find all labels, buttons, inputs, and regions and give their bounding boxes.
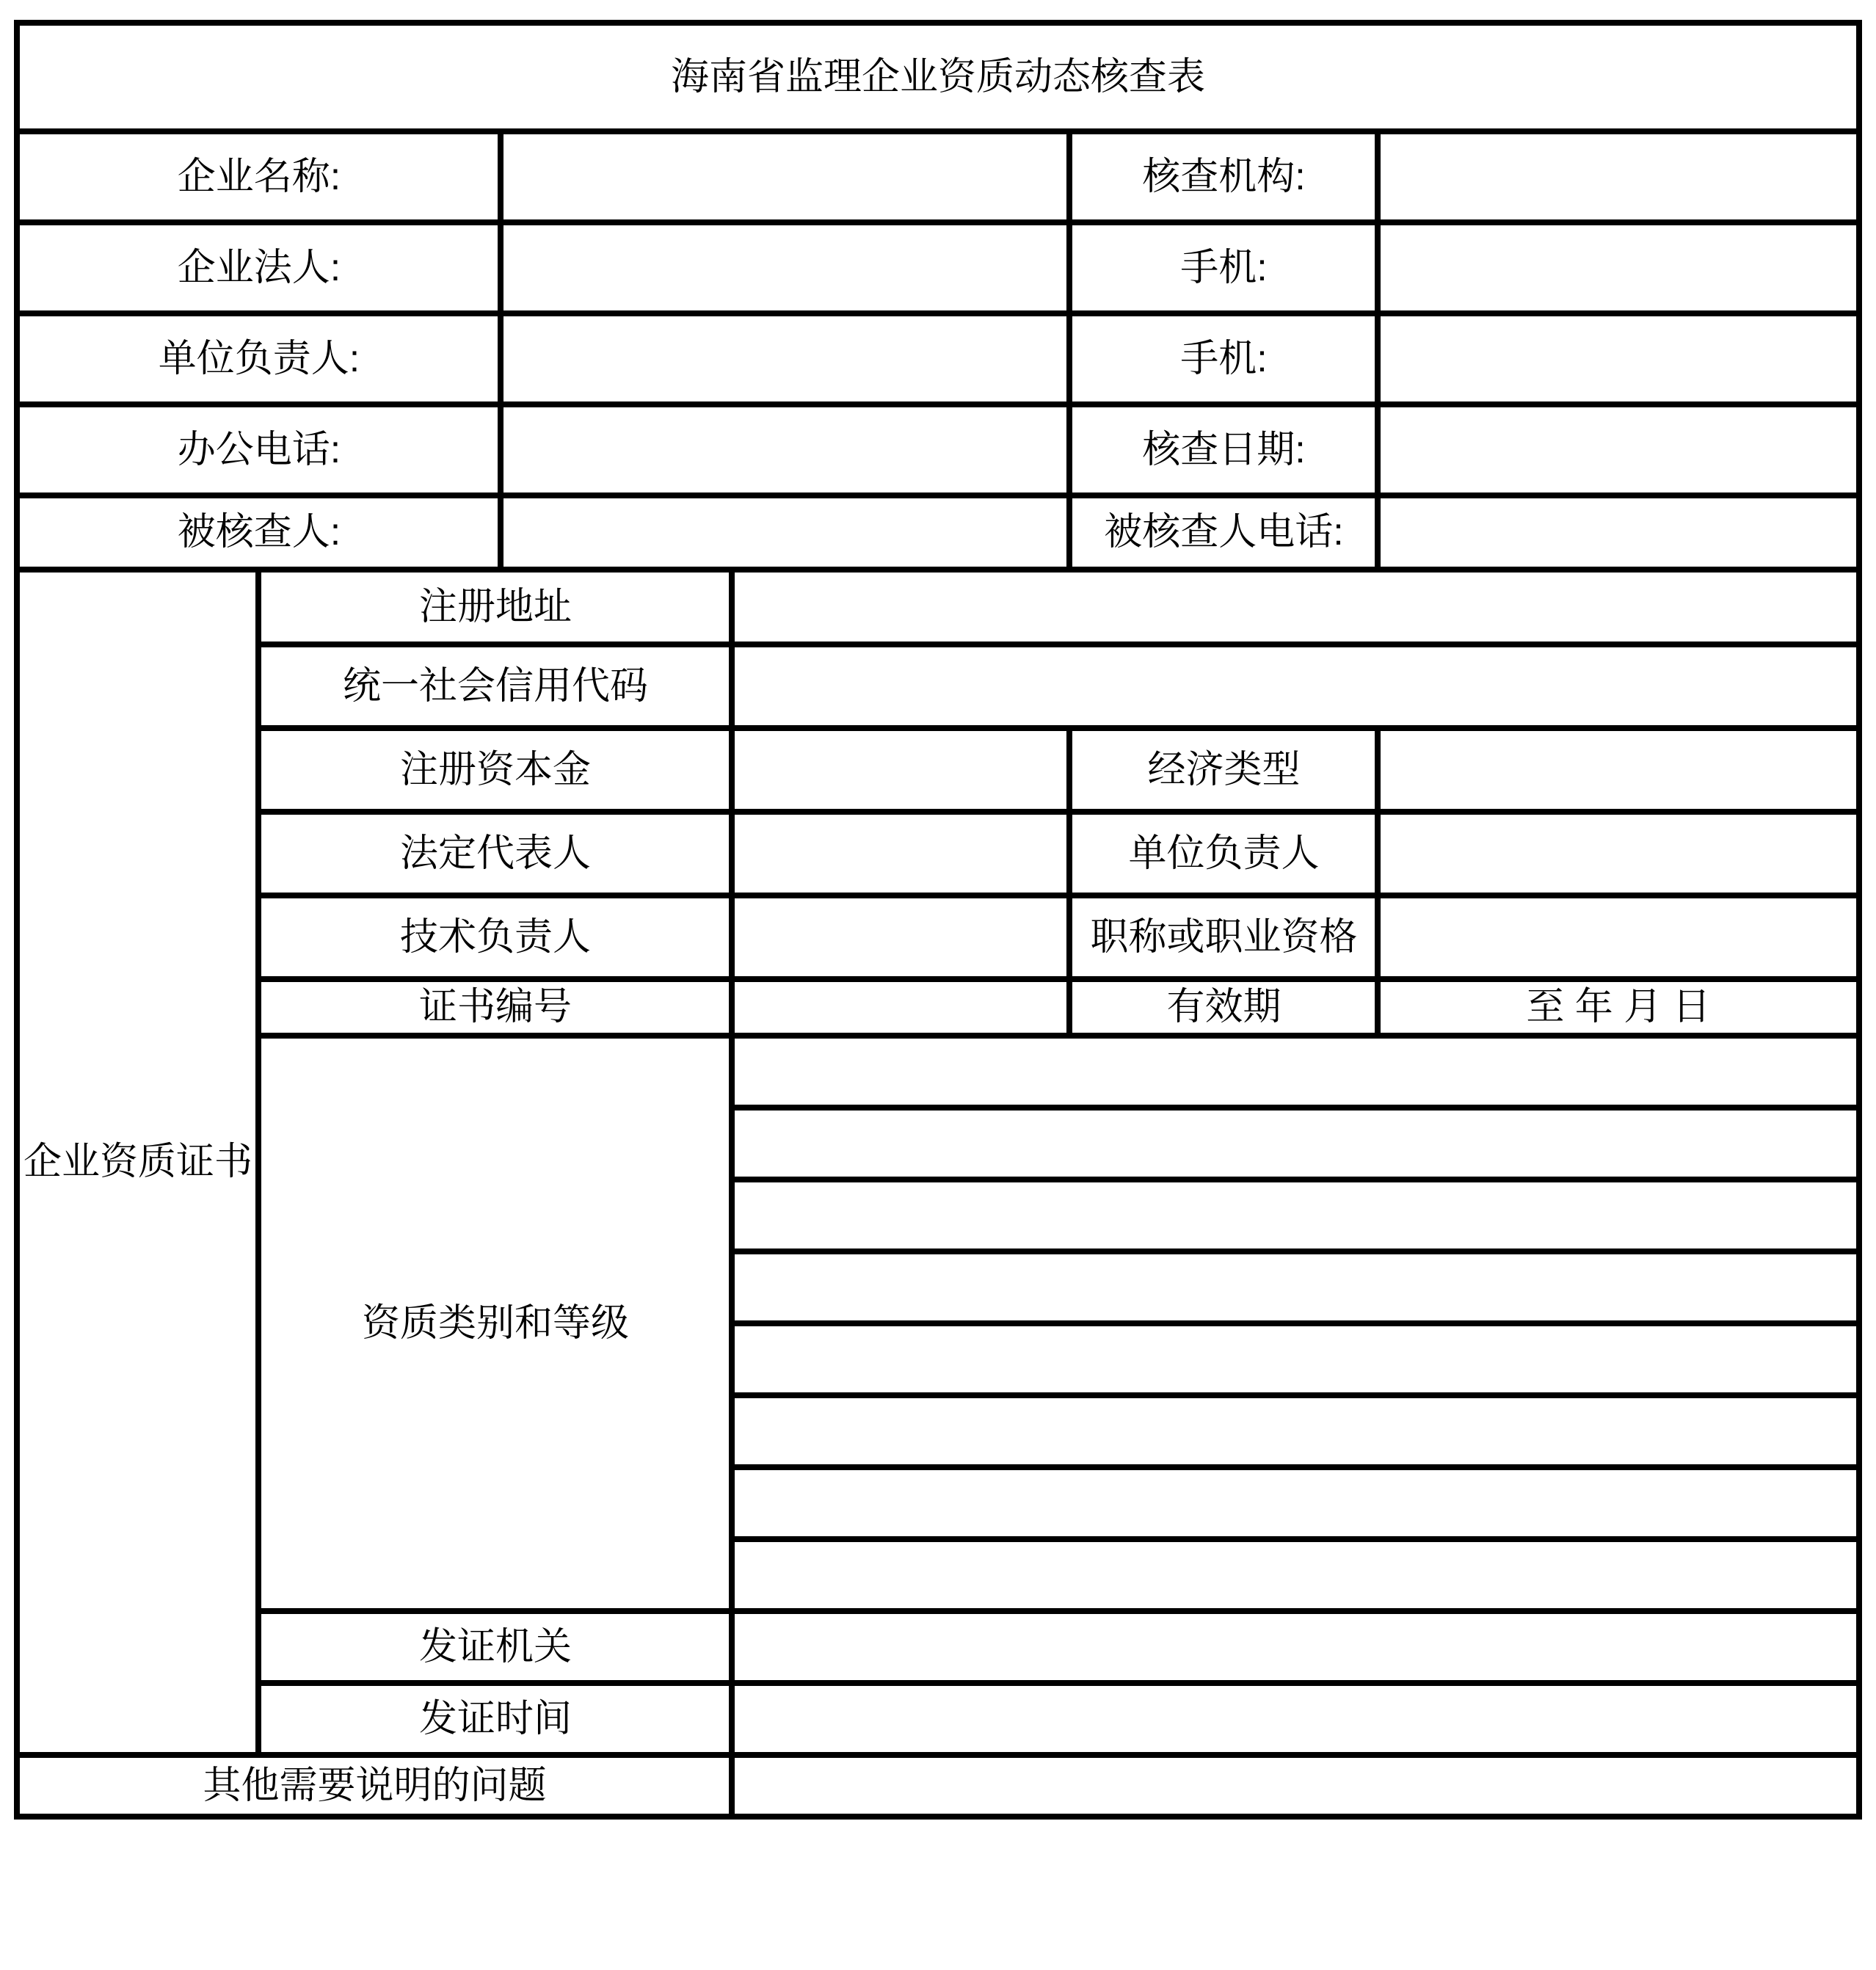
other-issues-input[interactable] [732, 1755, 1858, 1817]
legal-person-input[interactable] [501, 222, 1069, 313]
certificate-number-label: 证书编号 [258, 979, 732, 1036]
enterprise-qualification-certificate-label: 企业资质证书 [17, 570, 258, 1755]
validity-period-label: 有效期 [1069, 979, 1378, 1036]
issuing-authority-label: 发证机关 [258, 1611, 732, 1683]
inspected-person-label: 被核查人: [17, 495, 501, 570]
inspected-person-phone-label: 被核查人电话: [1069, 495, 1378, 570]
office-phone-input[interactable] [501, 404, 1069, 495]
responsible-person-mobile-label: 手机: [1069, 313, 1378, 404]
technical-director-input[interactable] [732, 895, 1069, 979]
technical-director-label: 技术负责人 [258, 895, 732, 979]
cert-unit-responsible-person-label: 单位负责人 [1069, 812, 1378, 895]
qualification-category-grade-label: 资质类别和等级 [258, 1036, 732, 1611]
form-title: 海南省监理企业资质动态核查表 [17, 23, 1858, 131]
inspection-date-label: 核查日期: [1069, 404, 1378, 495]
registered-capital-input[interactable] [732, 728, 1069, 812]
professional-title-input[interactable] [1378, 895, 1858, 979]
registered-address-label: 注册地址 [258, 570, 732, 644]
unit-responsible-person-input[interactable] [501, 313, 1069, 404]
inspection-agency-label: 核查机构: [1069, 131, 1378, 222]
legal-representative-input[interactable] [732, 812, 1069, 895]
unit-responsible-person-label: 单位负责人: [17, 313, 501, 404]
economic-type-input[interactable] [1378, 728, 1858, 812]
professional-title-label: 职称或职业资格 [1069, 895, 1378, 979]
economic-type-label: 经济类型 [1069, 728, 1378, 812]
inspected-person-input[interactable] [501, 495, 1069, 570]
qualification-grade-input-row[interactable] [732, 1539, 1858, 1611]
legal-representative-label: 法定代表人 [258, 812, 732, 895]
qualification-grade-input-row[interactable] [732, 1108, 1858, 1180]
unified-social-credit-code-label: 统一社会信用代码 [258, 644, 732, 728]
qualification-grade-input-row[interactable] [732, 1467, 1858, 1539]
verification-form-table [14, 20, 1861, 1820]
company-name-input[interactable] [501, 131, 1069, 222]
cert-unit-responsible-person-input[interactable] [1378, 812, 1858, 895]
issuing-date-input[interactable] [732, 1683, 1858, 1755]
qualification-grade-input-row[interactable] [732, 1180, 1858, 1251]
inspected-person-phone-input[interactable] [1378, 495, 1858, 570]
qualification-grade-input-row[interactable] [732, 1395, 1858, 1467]
qualification-grade-input-row[interactable] [732, 1251, 1858, 1323]
unified-social-credit-code-input[interactable] [732, 644, 1858, 728]
certificate-number-input[interactable] [732, 979, 1069, 1036]
responsible-person-mobile-input[interactable] [1378, 313, 1858, 404]
registered-capital-label: 注册资本金 [258, 728, 732, 812]
issuing-authority-input[interactable] [732, 1611, 1858, 1683]
qualification-grade-input-row[interactable] [732, 1323, 1858, 1395]
legal-person-label: 企业法人: [17, 222, 501, 313]
company-name-label: 企业名称: [17, 131, 501, 222]
inspection-agency-input[interactable] [1378, 131, 1858, 222]
legal-person-mobile-input[interactable] [1378, 222, 1858, 313]
office-phone-label: 办公电话: [17, 404, 501, 495]
registered-address-input[interactable] [732, 570, 1858, 644]
legal-person-mobile-label: 手机: [1069, 222, 1378, 313]
issuing-date-label: 发证时间 [258, 1683, 732, 1755]
inspection-date-input[interactable] [1378, 404, 1858, 495]
qualification-grade-input-row[interactable] [732, 1036, 1858, 1108]
other-issues-label: 其他需要说明的问题 [17, 1755, 732, 1817]
validity-period-value[interactable]: 至 年 月 日 [1378, 979, 1858, 1036]
